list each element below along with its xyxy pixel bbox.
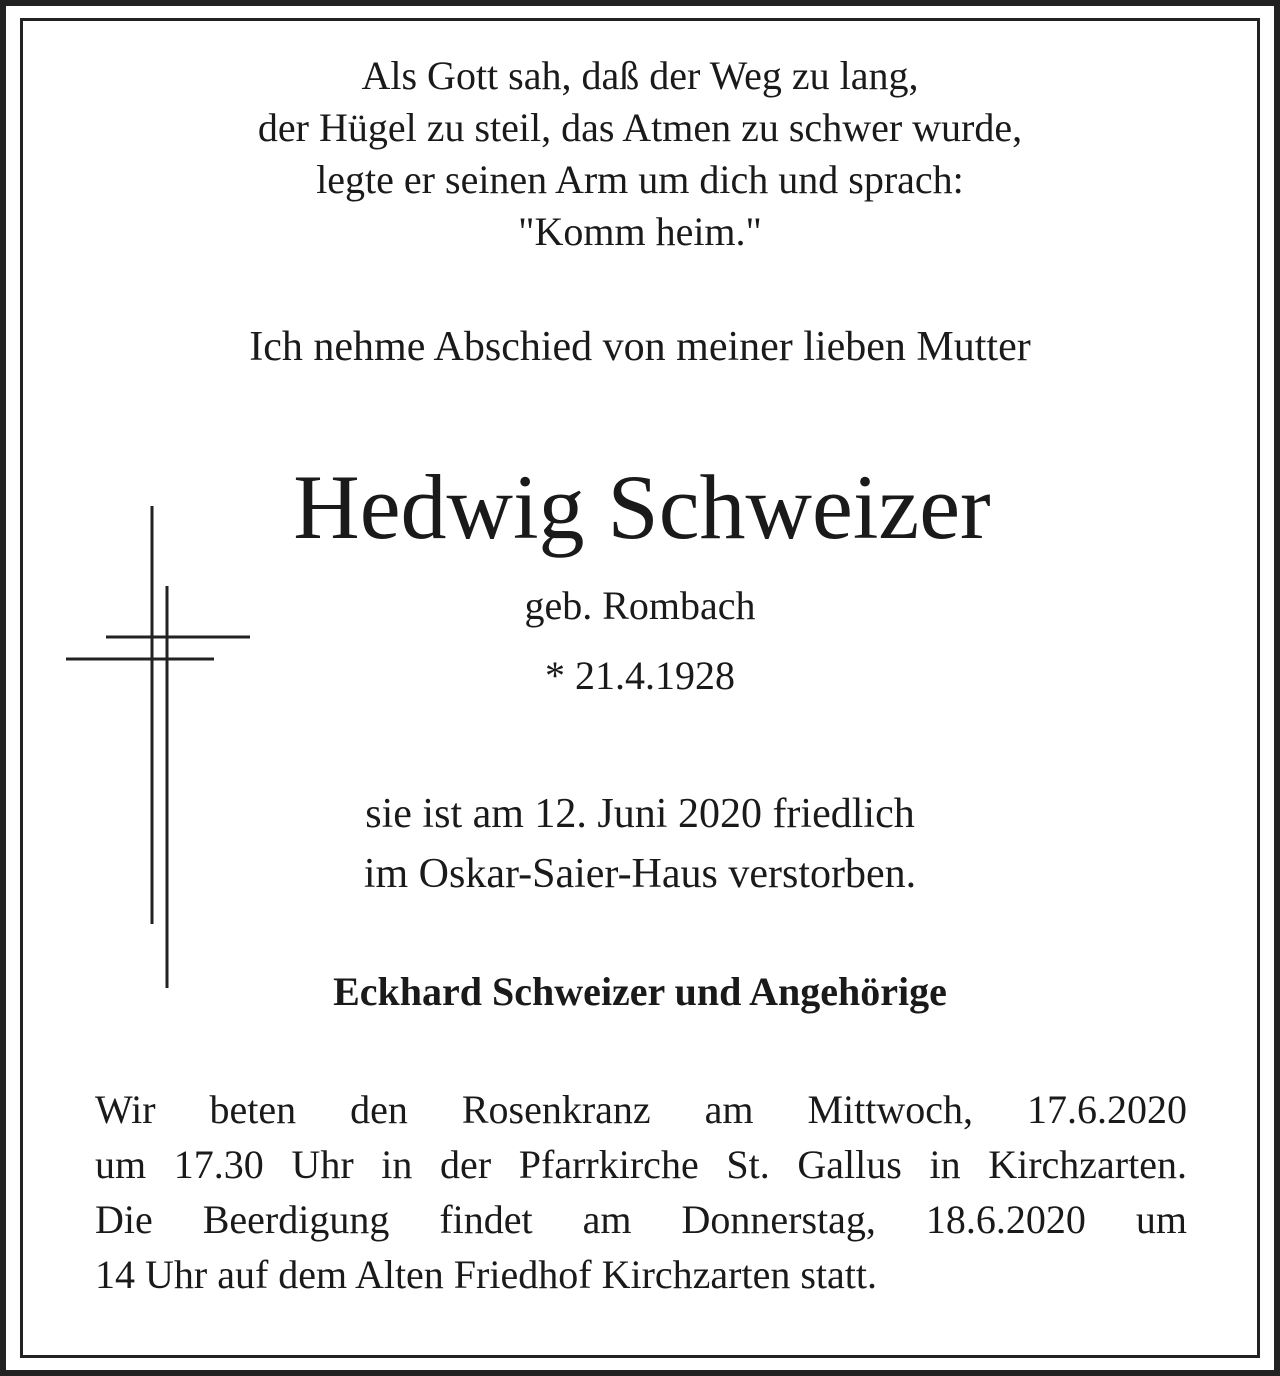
poem-line: "Komm heim." — [518, 209, 762, 254]
poem-line: Als Gott sah, daß der Weg zu lang, — [361, 53, 919, 98]
deceased-name: Hedwig Schweizer — [293, 456, 991, 558]
death-notice-line: sie ist am 12. Juni 2020 friedlich — [365, 791, 915, 837]
service-line: Wir beten den Rosenkranz am Mittwoch, 17.6.2020 — [95, 1087, 1187, 1132]
farewell-line: Ich nehme Abschied von meiner lieben Mutter — [249, 324, 1031, 370]
birth-date: * 21.4.1928 — [545, 653, 735, 698]
poem-line: der Hügel zu steil, das Atmen zu schwer wurde, — [257, 105, 1023, 150]
service-line: Die Beerdigung findet am Donnerstag, 18.6.2020 um — [95, 1197, 1187, 1242]
service-line: 14 Uhr auf dem Alten Friedhof Kirchzarten statt. — [95, 1252, 877, 1297]
service-details — [95, 1082, 1187, 1302]
maiden-name: geb. Rombach — [524, 583, 756, 628]
poem — [0, 50, 1280, 258]
death-notice-line: im Oskar-Saier-Haus verstorben. — [363, 851, 917, 897]
double-line-cross-icon — [60, 500, 260, 1000]
mourners-signoff: Eckhard Schweizer und Angehörige — [333, 969, 947, 1014]
poem-line: legte er seinen Arm um dich und sprach: — [316, 157, 964, 202]
death-notice — [0, 784, 1280, 904]
service-line: um 17.30 Uhr in der Pfarrkirche St. Gallus in Kirchzarten. — [95, 1142, 1187, 1187]
